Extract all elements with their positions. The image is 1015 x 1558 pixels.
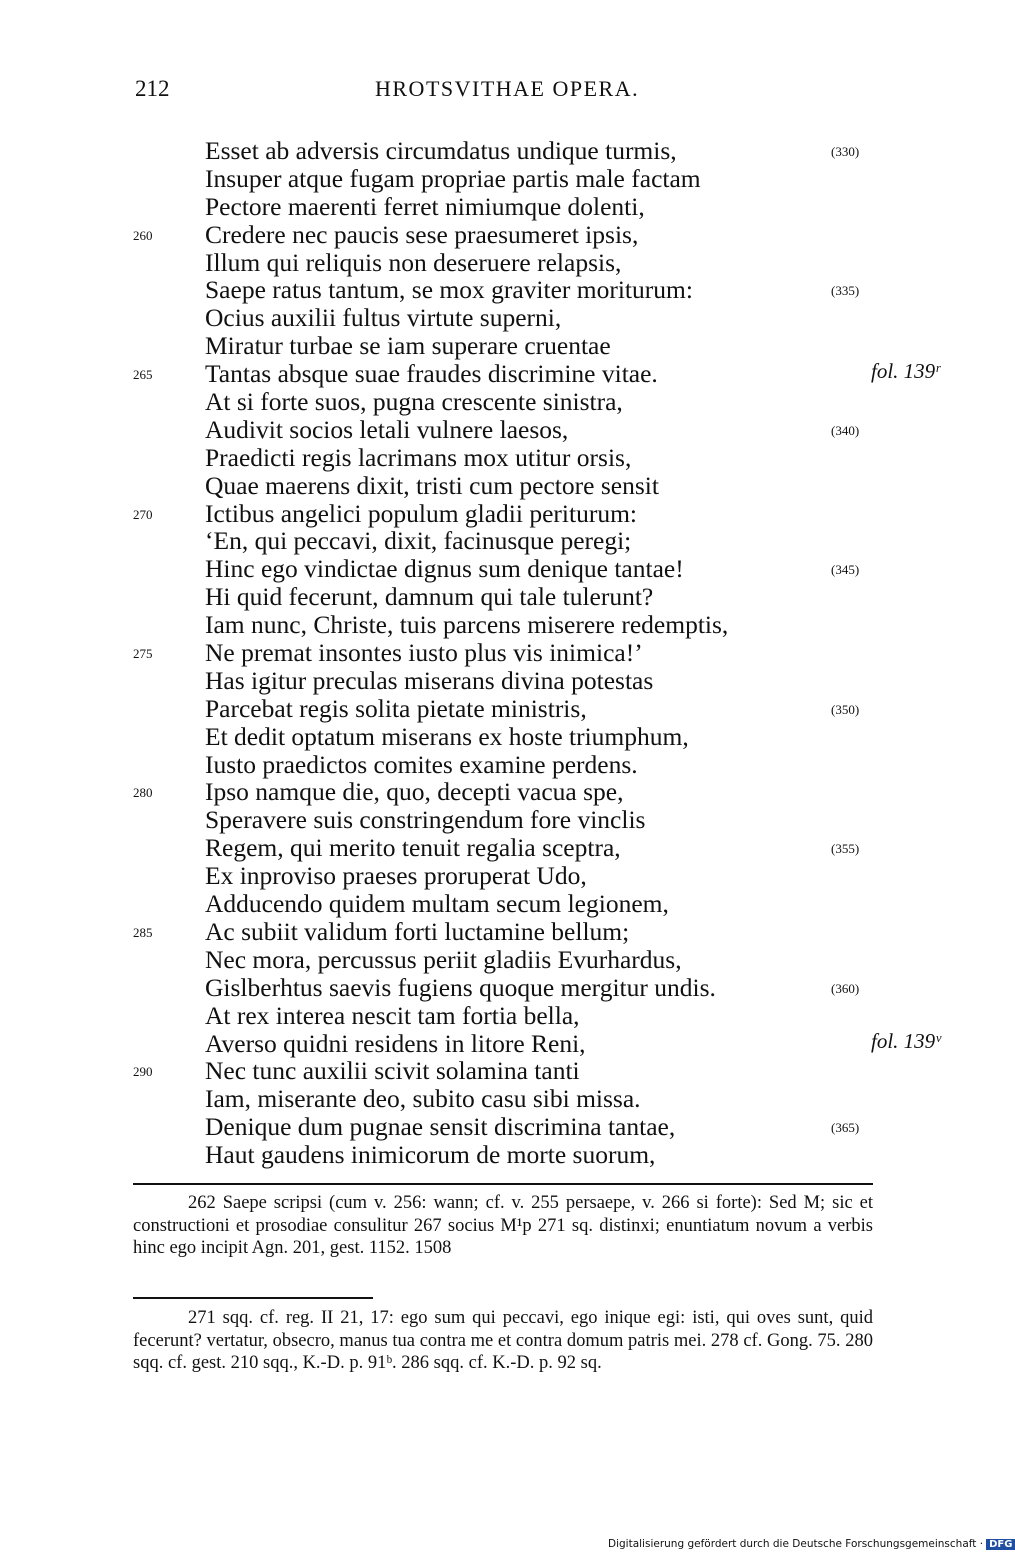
verse-text: Denique dum pugnae sensit discrimina tantae, [205, 1112, 676, 1142]
verse-line [0, 973, 1000, 1001]
verse-text: Nec mora, percussus periit gladiis Evurhardus, [205, 944, 682, 974]
line-number: 270 [133, 506, 153, 522]
verse-line [0, 1084, 1000, 1112]
verse-text: Ipso namque die, quo, decepti vacua spe, [205, 777, 624, 807]
verse-text: Nec tunc auxilii scivit solamina tanti [205, 1056, 580, 1086]
old-line-number: (335) [831, 283, 860, 299]
verse-line [0, 443, 1000, 471]
verse-text: Iam, miserante deo, subito casu sibi missa. [205, 1084, 641, 1114]
verse-line [0, 805, 1000, 833]
verse-line [0, 499, 1000, 527]
line-number: 265 [133, 367, 153, 383]
verse-line [0, 554, 1000, 582]
verse-line [0, 945, 1000, 973]
line-number: 290 [133, 1064, 153, 1080]
page-number: 212 [135, 76, 170, 101]
verse-line [0, 1140, 1000, 1168]
verse-text: Ictibus angelici populum gladii periturum: [205, 498, 637, 528]
verse-text: Gislberhtus saevis fugiens quoque mergitur undis. [205, 972, 716, 1002]
line-number: 280 [133, 785, 153, 801]
verse-line [0, 833, 1000, 861]
line-number: 285 [133, 924, 153, 940]
old-line-number: (345) [831, 562, 860, 578]
folio-marker: fol. 139ᵛ [871, 1028, 942, 1053]
footnote-divider [133, 1183, 873, 1185]
verse-text: Et dedit optatum miserans ex hoste triumphum, [205, 721, 689, 751]
verse-line [0, 471, 1000, 499]
credit-text: Digitalisierung gefördert durch die Deutsche Forschungsgemeinschaft · [608, 1538, 984, 1550]
verse-text: Miratur turbae se iam superare cruentae [205, 331, 611, 361]
verse-text: Tantas absque suae fraudes discrimine vitae. [205, 359, 658, 389]
verse-line [0, 666, 1000, 694]
verse-line [0, 1056, 1000, 1084]
folio-marker: fol. 139ʳ [871, 359, 940, 384]
verse-line [0, 861, 1000, 889]
verse-text: Parcebat regis solita pietate ministris, [205, 693, 587, 723]
verse-text: Ac subiit validum forti luctamine bellum; [205, 916, 630, 946]
verse-line [0, 1029, 1000, 1057]
old-line-number: (350) [831, 701, 860, 717]
verse-text: Praedicti regis lacrimans mox utitur orsis, [205, 442, 632, 472]
source-apparatus: 271 sqq. cf. reg. II 21, 17: ego sum qui peccavi, ego inique egi: isti, qui oves sunt, quid fecerunt? vertatur, obsecro, manus tua contra me et contra domum patris mei. 278 cf. Gong. 75. 280 sqq. cf. gest. 210 sqq., K.-D. p. 91ᵇ. 286 sqq. cf. K.-D. p. 92 sq. [133, 1308, 873, 1373]
verse-line [0, 638, 1000, 666]
verse-text: Iusto praedictos comites examine perdens. [205, 749, 638, 779]
verse-text: At rex interea nescit tam fortia bella, [205, 1000, 580, 1030]
verse-text: ‘En, qui peccavi, dixit, facinusque peregi; [205, 526, 632, 556]
verse-line [0, 220, 1000, 248]
verse-line [0, 889, 1000, 917]
line-number: 260 [133, 227, 153, 243]
verse-text: Has igitur preculas miserans divina potestas [205, 665, 654, 695]
verse-text: Esset ab adversis circumdatus undique turmis, [205, 136, 677, 165]
dfg-logo: DFG [986, 1539, 1015, 1550]
running-title: HROTSVITHAE OPERA. [375, 76, 640, 101]
verse-line [0, 582, 1000, 610]
verse-line [0, 415, 1000, 443]
verse-line [0, 248, 1000, 276]
verse-line [0, 136, 1000, 164]
critical-apparatus: 262 Saepe scripsi (cum v. 256: wann; cf. v. 255 persaepe, v. 266 si forte): Sed M; sic et constructioni et prosodiae consulitur 267 socius M¹p 271 sq. distinxi; enuntiatum novum a verbis hinc ego incipit Agn. 201, gest. 1152. 1508 [133, 1193, 873, 1258]
verse-line [0, 694, 1000, 722]
verse-line [0, 303, 1000, 331]
verse-text: Adducendo quidem multam secum legionem, [205, 889, 669, 919]
verse-text: Ocius auxilii fultus virtute superni, [205, 303, 562, 333]
verse-text: Saepe ratus tantum, se mox graviter moriturum: [205, 275, 693, 305]
verse-text: Hinc ego vindictae dignus sum denique tantae! [205, 554, 684, 584]
verse-text: Averso quidni residens in litore Reni, [205, 1028, 586, 1058]
verse-line [0, 610, 1000, 638]
verse-text: Ne premat insontes iusto plus vis inimica!’ [205, 638, 643, 668]
verse-line [0, 526, 1000, 554]
line-number: 275 [133, 646, 153, 662]
verse-text: Regem, qui merito tenuit regalia sceptra, [205, 833, 621, 863]
verse-text: Audivit socios letali vulnere laesos, [205, 414, 569, 444]
verse-line [0, 359, 1000, 387]
verse-text: At si forte suos, pugna crescente sinistra, [205, 387, 623, 417]
verse-text: Insuper atque fugam propriae partis male factam [205, 163, 701, 193]
verse-text: Iam nunc, Christe, tuis parcens miserere redemptis, [205, 610, 729, 640]
verse-line [0, 164, 1000, 192]
old-line-number: (330) [831, 144, 860, 159]
old-line-number: (340) [831, 422, 860, 438]
verse-text: Illum qui reliquis non deseruere relapsis, [205, 247, 622, 277]
verse-block [0, 136, 1000, 1168]
verse-line [0, 331, 1000, 359]
footnote-divider-sources [133, 1297, 373, 1299]
verse-line [0, 1001, 1000, 1029]
old-line-number: (355) [831, 841, 860, 857]
verse-text: Speravere suis constringendum fore vinclis [205, 805, 646, 835]
verse-line [0, 275, 1000, 303]
verse-line [0, 1112, 1000, 1140]
verse-text: Haut gaudens inimicorum de morte suorum, [205, 1140, 656, 1170]
verse-text: Hi quid fecerunt, damnum qui tale tulerunt? [205, 582, 654, 612]
verse-text: Quae maerens dixit, tristi cum pectore sensit [205, 470, 659, 500]
verse-text: Credere nec paucis sese praesumeret ipsis, [205, 219, 639, 249]
verse-line [0, 192, 1000, 220]
digitization-credit [608, 1538, 1015, 1550]
old-line-number: (360) [831, 980, 860, 996]
verse-line [0, 387, 1000, 415]
verse-text: Pectore maerenti ferret nimiumque dolenti, [205, 191, 645, 221]
verse-line [0, 917, 1000, 945]
verse-line [0, 722, 1000, 750]
verse-line [0, 750, 1000, 778]
old-line-number: (365) [831, 1120, 860, 1136]
verse-line [0, 777, 1000, 805]
verse-text: Ex inproviso praeses proruperat Udo, [205, 861, 587, 891]
